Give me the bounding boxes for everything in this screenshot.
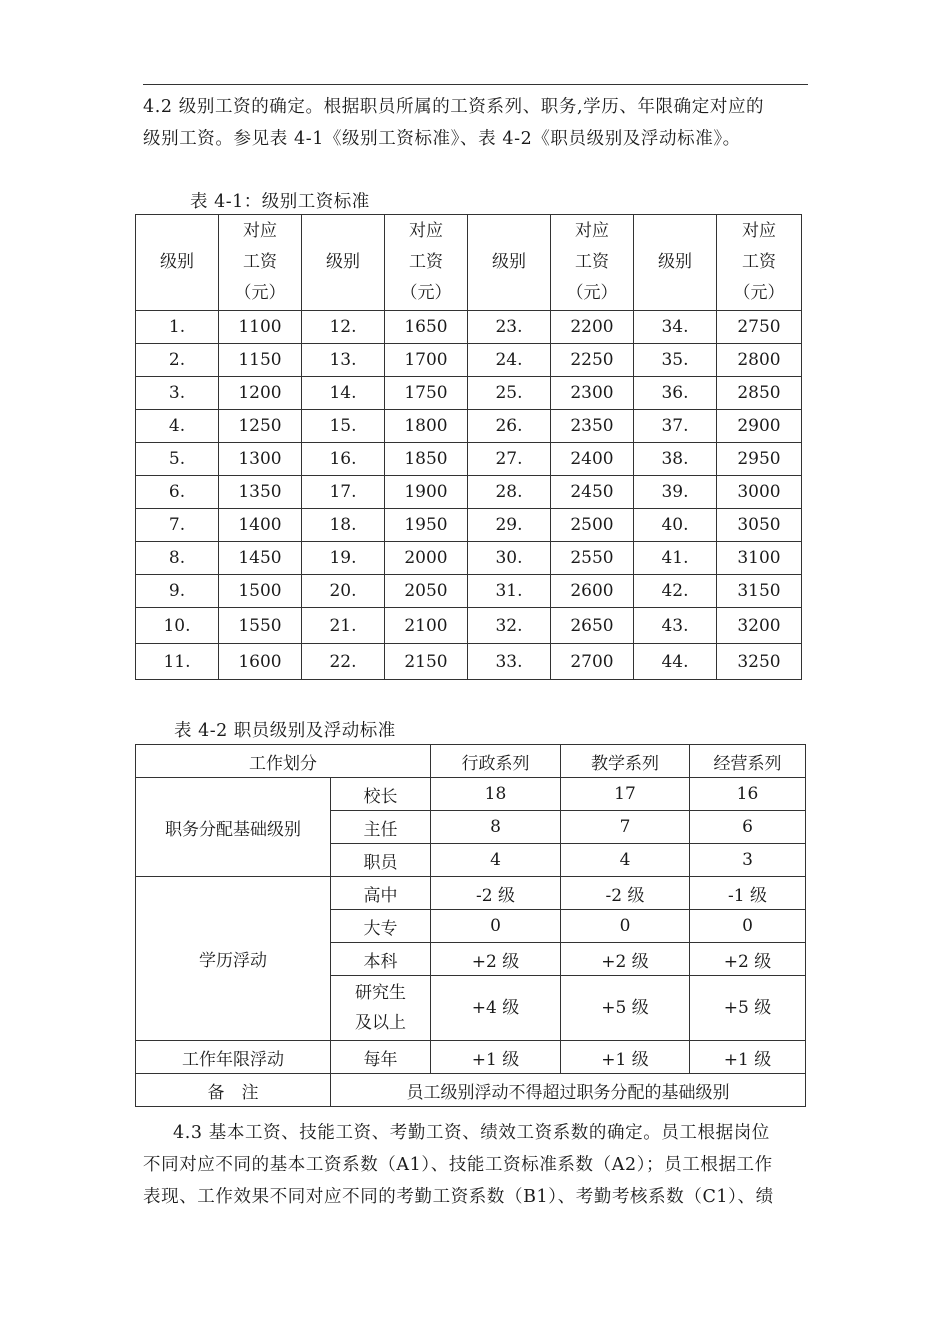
- salary-cell: 1500: [219, 575, 302, 608]
- row-item: 大专: [331, 910, 431, 943]
- header-level: 级别: [468, 215, 551, 311]
- level-cell: 42.: [634, 575, 717, 608]
- salary-cell: 2900: [717, 410, 802, 443]
- salary-cell: 2000: [385, 542, 468, 575]
- table-row: [136, 1074, 806, 1107]
- level-cell: 36.: [634, 377, 717, 410]
- header-salary: 对应 工资 （元）: [385, 215, 468, 311]
- salary-cell: 2200: [551, 311, 634, 344]
- level-cell: 8.: [136, 542, 219, 575]
- admin-value: +1 级: [431, 1041, 561, 1074]
- level-cell: 40.: [634, 509, 717, 542]
- level-cell: 18.: [302, 509, 385, 542]
- teaching-value: +1 级: [561, 1041, 690, 1074]
- closing-line-3: 表现、工作效果不同对应不同的考勤工资系数（B1）、考勤考核系数（C1）、绩: [143, 1187, 774, 1207]
- level-cell: 33.: [468, 644, 551, 680]
- table-row: [136, 608, 802, 644]
- header-salary: 对应 工资 （元）: [717, 215, 802, 311]
- admin-value: -2 级: [431, 877, 561, 910]
- education-group-label: 学历浮动: [136, 877, 331, 1041]
- level-cell: 27.: [468, 443, 551, 476]
- salary-cell: 2350: [551, 410, 634, 443]
- level-cell: 35.: [634, 344, 717, 377]
- salary-cell: 3200: [717, 608, 802, 644]
- table2-caption: 表 4-2 职员级别及浮动标准: [174, 721, 396, 741]
- header-level: 级别: [302, 215, 385, 311]
- level-cell: 11.: [136, 644, 219, 680]
- salary-cell: 2250: [551, 344, 634, 377]
- level-cell: 9.: [136, 575, 219, 608]
- table-row: [136, 644, 802, 680]
- salary-cell: 2600: [551, 575, 634, 608]
- salary-cell: 2100: [385, 608, 468, 644]
- intro-line-1: 4.2 级别工资的确定。根据职员所属的工资系列、职务,学历、年限确定对应的: [143, 97, 765, 117]
- salary-cell: 2950: [717, 443, 802, 476]
- note-text: 员工级别浮动不得超过职务分配的基础级别: [331, 1074, 806, 1107]
- header-level: 级别: [136, 215, 219, 311]
- row-item: 校长: [331, 778, 431, 811]
- table-row: [136, 509, 802, 542]
- level-cell: 13.: [302, 344, 385, 377]
- salary-cell: 3250: [717, 644, 802, 680]
- salary-cell: 1150: [219, 344, 302, 377]
- table2-header-row: [136, 745, 806, 778]
- header-teaching: 教学系列: [561, 745, 690, 778]
- row-item: 本科: [331, 943, 431, 976]
- level-cell: 26.: [468, 410, 551, 443]
- level-cell: 19.: [302, 542, 385, 575]
- row-item: 研究生 及以上: [331, 976, 431, 1041]
- level-salary-table: [135, 214, 802, 680]
- closing-line-1: 4.3 基本工资、技能工资、考勤工资、绩效工资系数的确定。员工根据岗位: [173, 1123, 770, 1143]
- level-floating-table: [135, 744, 806, 1107]
- admin-value: 0: [431, 910, 561, 943]
- closing-paragraph: [143, 1117, 808, 1213]
- row-item: 高中: [331, 877, 431, 910]
- intro-line-2: 级别工资。参见表 4-1《级别工资标准》、表 4-2《职员级别及浮动标准》。: [143, 129, 741, 149]
- admin-value: 18: [431, 778, 561, 811]
- salary-cell: 1900: [385, 476, 468, 509]
- salary-cell: 1200: [219, 377, 302, 410]
- table-row: [136, 377, 802, 410]
- level-cell: 32.: [468, 608, 551, 644]
- salary-cell: 1300: [219, 443, 302, 476]
- salary-cell: 1450: [219, 542, 302, 575]
- salary-cell: 2150: [385, 644, 468, 680]
- header-salary: 对应 工资 （元）: [551, 215, 634, 311]
- level-cell: 5.: [136, 443, 219, 476]
- level-cell: 15.: [302, 410, 385, 443]
- level-cell: 28.: [468, 476, 551, 509]
- level-cell: 2.: [136, 344, 219, 377]
- teaching-value: 17: [561, 778, 690, 811]
- salary-cell: 1350: [219, 476, 302, 509]
- salary-cell: 1650: [385, 311, 468, 344]
- level-cell: 24.: [468, 344, 551, 377]
- admin-value: +2 级: [431, 943, 561, 976]
- closing-line-2: 不同对应不同的基本工资系数（A1）、技能工资标准系数（A2）；员工根据工作: [143, 1155, 773, 1175]
- level-cell: 23.: [468, 311, 551, 344]
- level-cell: 20.: [302, 575, 385, 608]
- table-row: [136, 877, 806, 910]
- salary-cell: 2800: [717, 344, 802, 377]
- teaching-value: +5 级: [561, 976, 690, 1041]
- level-cell: 3.: [136, 377, 219, 410]
- intro-paragraph: [143, 91, 808, 155]
- salary-cell: 1750: [385, 377, 468, 410]
- teaching-value: 4: [561, 844, 690, 877]
- level-cell: 37.: [634, 410, 717, 443]
- business-value: +1 级: [690, 1041, 806, 1074]
- salary-cell: 1550: [219, 608, 302, 644]
- header-business: 经营系列: [690, 745, 806, 778]
- row-item: 职员: [331, 844, 431, 877]
- salary-cell: 3050: [717, 509, 802, 542]
- salary-cell: 2050: [385, 575, 468, 608]
- level-cell: 39.: [634, 476, 717, 509]
- salary-cell: 1600: [219, 644, 302, 680]
- level-cell: 25.: [468, 377, 551, 410]
- header-admin: 行政系列: [431, 745, 561, 778]
- level-cell: 4.: [136, 410, 219, 443]
- teaching-value: 7: [561, 811, 690, 844]
- level-cell: 44.: [634, 644, 717, 680]
- table-row: [136, 575, 802, 608]
- salary-cell: 2500: [551, 509, 634, 542]
- table-row: [136, 778, 806, 811]
- business-value: +5 级: [690, 976, 806, 1041]
- level-cell: 38.: [634, 443, 717, 476]
- header-salary: 对应 工资 （元）: [219, 215, 302, 311]
- salary-cell: 2650: [551, 608, 634, 644]
- level-cell: 16.: [302, 443, 385, 476]
- salary-cell: 3100: [717, 542, 802, 575]
- business-value: 6: [690, 811, 806, 844]
- business-value: 3: [690, 844, 806, 877]
- table-row: [136, 410, 802, 443]
- salary-cell: 1800: [385, 410, 468, 443]
- salary-cell: 1850: [385, 443, 468, 476]
- position-group-label: 职务分配基础级别: [136, 778, 331, 877]
- level-cell: 12.: [302, 311, 385, 344]
- admin-value: +4 级: [431, 976, 561, 1041]
- level-cell: 41.: [634, 542, 717, 575]
- salary-cell: 1700: [385, 344, 468, 377]
- table-row: [136, 542, 802, 575]
- admin-value: 8: [431, 811, 561, 844]
- salary-cell: 3150: [717, 575, 802, 608]
- level-cell: 30.: [468, 542, 551, 575]
- note-label: 备 注: [136, 1074, 331, 1107]
- table-row: [136, 344, 802, 377]
- level-cell: 10.: [136, 608, 219, 644]
- header-level: 级别: [634, 215, 717, 311]
- business-value: +2 级: [690, 943, 806, 976]
- salary-cell: 2400: [551, 443, 634, 476]
- salary-cell: 2550: [551, 542, 634, 575]
- table-row: [136, 1041, 806, 1074]
- table1-caption: 表 4-1：级别工资标准: [190, 192, 370, 212]
- salary-cell: 3000: [717, 476, 802, 509]
- header-rule: [143, 84, 808, 85]
- salary-cell: 2850: [717, 377, 802, 410]
- level-cell: 6.: [136, 476, 219, 509]
- years-label: 工作年限浮动: [136, 1041, 331, 1074]
- salary-cell: 1100: [219, 311, 302, 344]
- teaching-value: -2 级: [561, 877, 690, 910]
- business-value: 16: [690, 778, 806, 811]
- salary-cell: 1950: [385, 509, 468, 542]
- table1-header-row: [136, 215, 802, 311]
- level-cell: 7.: [136, 509, 219, 542]
- table-row: [136, 311, 802, 344]
- level-cell: 21.: [302, 608, 385, 644]
- level-cell: 22.: [302, 644, 385, 680]
- row-item: 主任: [331, 811, 431, 844]
- header-division: 工作划分: [136, 745, 431, 778]
- table-row: [136, 476, 802, 509]
- salary-cell: 2300: [551, 377, 634, 410]
- table-row: [136, 443, 802, 476]
- level-cell: 34.: [634, 311, 717, 344]
- business-value: -1 级: [690, 877, 806, 910]
- teaching-value: 0: [561, 910, 690, 943]
- level-cell: 31.: [468, 575, 551, 608]
- salary-cell: 2700: [551, 644, 634, 680]
- salary-cell: 1250: [219, 410, 302, 443]
- salary-cell: 2450: [551, 476, 634, 509]
- level-cell: 1.: [136, 311, 219, 344]
- row-item: 每年: [331, 1041, 431, 1074]
- salary-cell: 2750: [717, 311, 802, 344]
- admin-value: 4: [431, 844, 561, 877]
- level-cell: 29.: [468, 509, 551, 542]
- business-value: 0: [690, 910, 806, 943]
- level-cell: 14.: [302, 377, 385, 410]
- level-cell: 17.: [302, 476, 385, 509]
- level-cell: 43.: [634, 608, 717, 644]
- salary-cell: 1400: [219, 509, 302, 542]
- teaching-value: +2 级: [561, 943, 690, 976]
